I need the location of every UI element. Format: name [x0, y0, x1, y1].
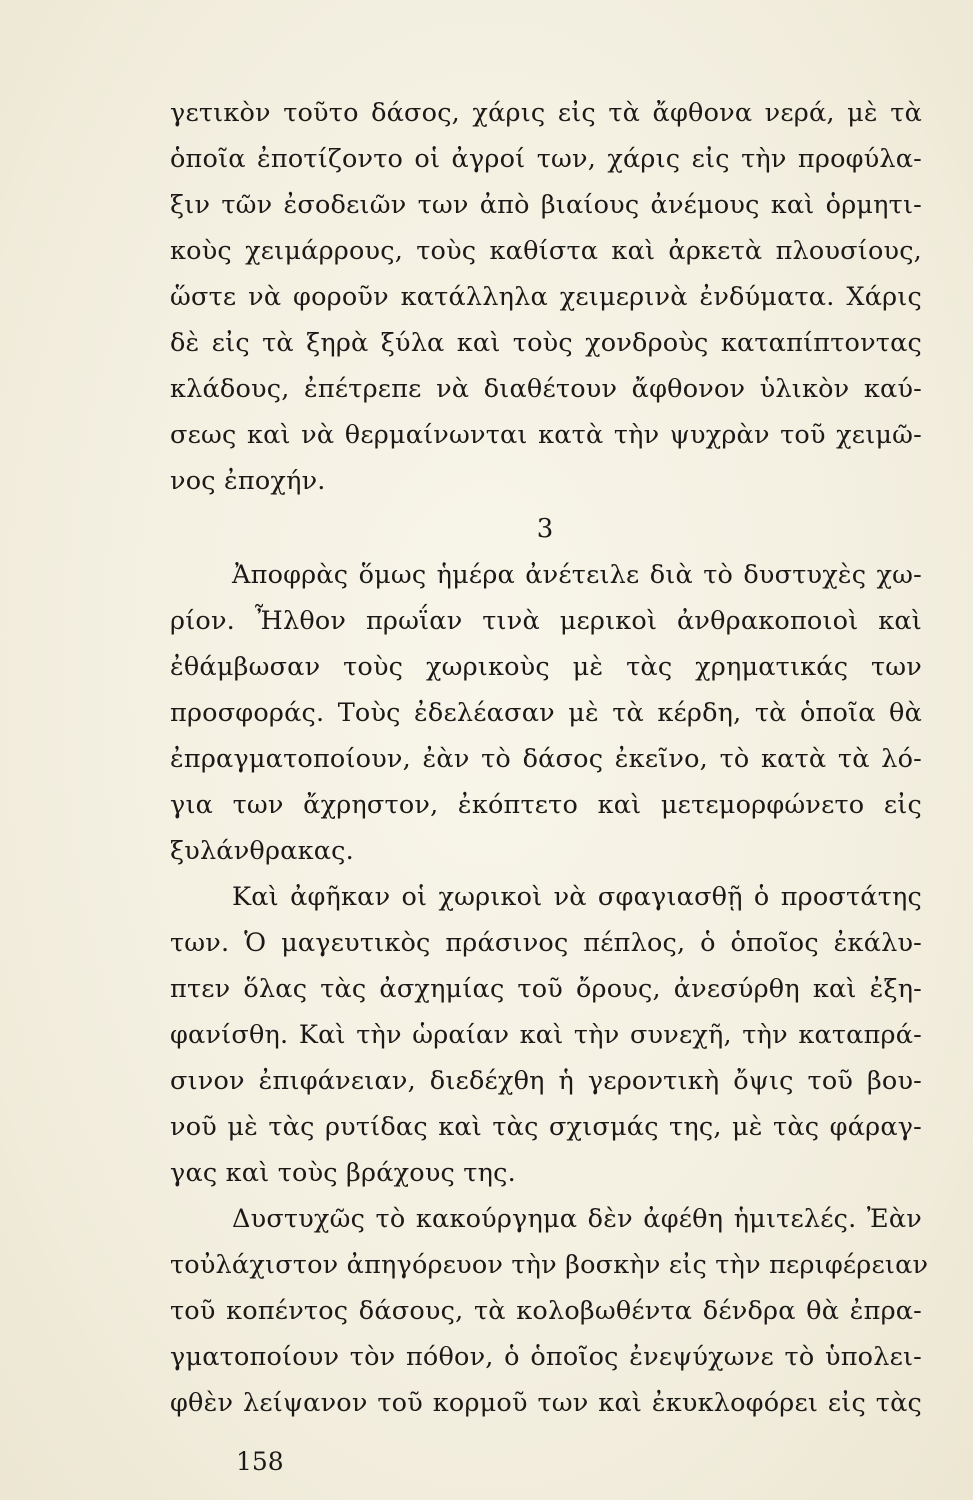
text-line: ξυλάνθρακας.	[170, 836, 354, 866]
text-line: σεως καὶ νὰ θερμαίνωνται κατὰ τὴν ψυχρὰν τοῦ χειμῶ-	[170, 420, 922, 450]
text-line: δὲ εἰς τὰ ξηρὰ ξύλα καὶ τοὺς χονδροὺς καταπίπτοντας	[170, 328, 922, 358]
text-line: γματοποίουν τὸν πόθον, ὁ ὁποῖος ἐνεψύχωνε τὸ ὑπολει-	[170, 1342, 922, 1372]
text-line: σινον ἐπιφάνειαν, διεδέχθη ἡ γεροντικὴ ὄψις τοῦ βου-	[170, 1066, 922, 1096]
text-line: φανίσθη. Καὶ τὴν ὡραίαν καὶ τὴν συνεχῆ, τὴν καταπρά-	[170, 1020, 922, 1050]
text-line: ξιν τῶν ἐσοδειῶν των ἀπὸ βιαίους ἀνέμους καὶ ὁρμητι-	[170, 190, 922, 220]
text-line: των. Ὁ μαγευτικὸς πράσινος πέπλος, ὁ ὁποῖος ἐκάλυ-	[170, 928, 922, 958]
text-line: νος ἐποχήν.	[170, 466, 326, 496]
text-line: νοῦ μὲ τὰς ρυτίδας καὶ τὰς σχισμάς της, μὲ τὰς φάραγ-	[170, 1112, 922, 1142]
text-line: γετικὸν τοῦτο δάσος, χάρις εἰς τὰ ἄφθονα νερά, μὲ τὰ	[170, 98, 922, 128]
text-line: Ἀποφρὰς ὅμως ἡμέρα ἀνέτειλε διὰ τὸ δυστυχὲς χω-	[232, 560, 922, 590]
text-line: ὁποῖα ἐποτίζοντο οἱ ἀγροί των, χάρις εἰς τὴν προφύλα-	[170, 144, 922, 174]
text-line: Δυστυχῶς τὸ κακούργημα δὲν ἀφέθη ἡμιτελές. Ἐὰν	[232, 1204, 922, 1234]
text-line: γας καὶ τοὺς βράχους της.	[170, 1158, 516, 1188]
text-line: κλάδους, ἐπέτρεπε νὰ διαθέτουν ἄφθονον ὑλικὸν καύ-	[170, 374, 922, 404]
page-number: 158	[236, 1447, 284, 1476]
text-line: ἐθάμβωσαν τοὺς χωρικοὺς μὲ τὰς χρηματικάς των	[170, 652, 922, 682]
text-line: τοὐλάχιστον ἀπηγόρευον τὴν βοσκὴν εἰς τὴν περιφέρειαν	[170, 1250, 929, 1280]
text-line: ἐπραγματοποίουν, ἐὰν τὸ δάσος ἐκεῖνο, τὸ κατὰ τὰ λό-	[170, 744, 922, 774]
text-line: προσφοράς. Τοὺς ἐδελέασαν μὲ τὰ κέρδη, τὰ ὁποῖα θὰ	[170, 698, 922, 728]
text-line: φθὲν λείψανον τοῦ κορμοῦ των καὶ ἐκυκλοφόρει εἰς τὰς	[170, 1388, 922, 1418]
section-number: 3	[536, 514, 554, 544]
text-line: για των ἄχρηστον, ἐκόπτετο καὶ μετεμορφώνετο εἰς	[170, 790, 922, 820]
text-line: ρίον. Ἦλθον πρωΐαν τινὰ μερικοὶ ἀνθρακοποιοὶ καὶ	[170, 606, 922, 636]
text-line: πτεν ὅλας τὰς ἀσχημίας τοῦ ὄρους, ἀνεσύρθη καὶ ἐξη-	[170, 974, 922, 1004]
text-line: Καὶ ἀφῆκαν οἱ χωρικοὶ νὰ σφαγιασθῇ ὁ προστάτης	[232, 882, 922, 912]
text-line: κοὺς χειμάρρους, τοὺς καθίστα καὶ ἀρκετὰ πλουσίους,	[170, 236, 922, 266]
text-line: ὥστε νὰ φοροῦν κατάλληλα χειμερινὰ ἐνδύματα. Χάρις	[170, 282, 922, 312]
text-line: τοῦ κοπέντος δάσους, τὰ κολοβωθέντα δένδρα θὰ ἐπρα-	[170, 1296, 922, 1326]
